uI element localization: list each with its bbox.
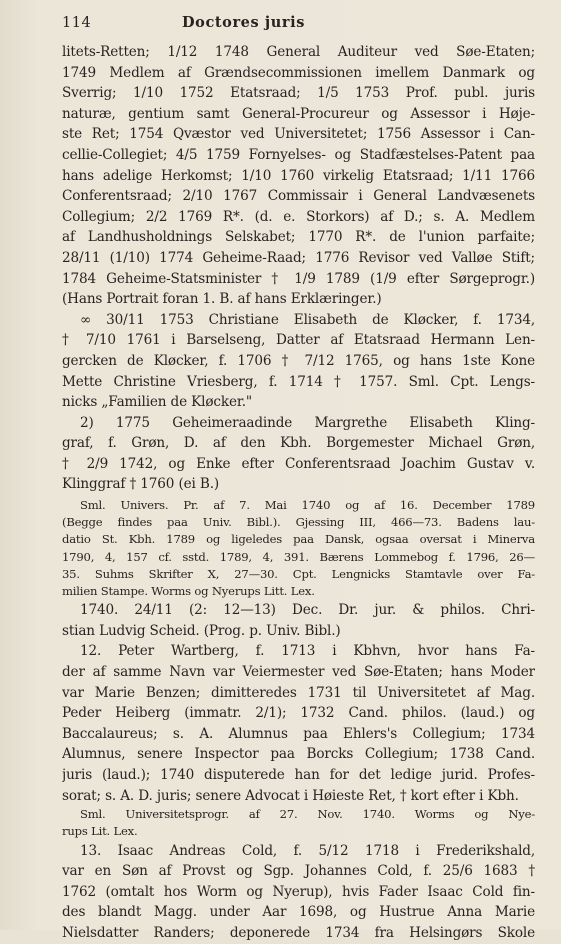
entry-continuation xyxy=(62,42,535,495)
text-line: Peder Heiberg (immatr. 2/1); 1732 Cand. philos. (laud.) og xyxy=(62,705,535,722)
text-line: var Marie Benzen; dimitteredes 1731 til Universitetet af Mag. xyxy=(62,684,535,701)
source-line: rups Lit. Lex. xyxy=(62,824,138,839)
entry-heading-line: 12. Peter Wartberg, f. 1713 i Kbhvn, hvor hans Fa- xyxy=(80,643,535,660)
text-line: stian Ludvig Scheid. (Prog. p. Univ. Bibl.) xyxy=(62,622,341,639)
page-header xyxy=(62,14,535,42)
text-line: Sverrig; 1/10 1752 Etatsraad; 1/5 1753 Prof. publ. juris xyxy=(62,85,535,102)
source-line: Sml. Universitetsprogr. af 27. Nov. 1740. Worms og Nye- xyxy=(80,807,535,822)
sources-block xyxy=(62,497,535,600)
text-line: 1762 (omtalt hos Worm og Nyerup), hvis Fader Isaac Cold fin- xyxy=(62,883,535,900)
text-line: gercken de Kløcker, f. 1706 † 7/12 1765, og hans 1ste Kone xyxy=(62,352,535,369)
text-line: var en Søn af Provst og Sgp. Johannes Cold, f. 25/6 1683 † xyxy=(62,863,535,880)
text-line: Nielsdatter Randers; deponerede 1734 fra Helsingørs Skole xyxy=(62,925,535,941)
source-line: datio St. Kbh. 1789 og ligeledes paa Dansk, ogsaa oversat i Minerva xyxy=(62,532,535,547)
text-line: af Landhusholdnings Selskabet; 1770 R*. de l'union parfaite; xyxy=(62,229,535,246)
source-line: 35. Suhms Skrifter X, 27—30. Cpt. Lengnicks Stamtavle over Fa- xyxy=(62,566,535,581)
text-line: Alumnus, senere Inspector paa Borcks Collegium; 1738 Cand. xyxy=(62,746,535,763)
entry-13 xyxy=(62,841,535,944)
source-line: (Begge findes paa Univ. Bibl.). Gjessing III, 466—73. Badens lau- xyxy=(62,515,535,530)
text-line: des blandt Magg. under Aar 1698, og Hustrue Anna Marie xyxy=(62,904,535,921)
sources-block xyxy=(62,806,535,840)
text-line: naturæ, gentium samt General-Procureur og Assessor i Høje- xyxy=(62,105,535,122)
text-line: † 7/10 1761 i Barselseng, Datter af Etatsraad Hermann Len- xyxy=(62,332,535,349)
text-line: sorat; s. A. D. juris; senere Advocat i Høieste Ret, † kort efter i Kbh. xyxy=(62,787,519,804)
entry-12 xyxy=(62,641,535,806)
text-line: 2) 1775 Geheimeraadinde Margrethe Elisabeth Kling- xyxy=(80,414,535,431)
text-line: Conferentsraad; 2/10 1767 Commissair i General Landvæsenets xyxy=(62,188,535,205)
text-line: nicks „Familien de Kløcker." xyxy=(62,394,252,411)
text-line: graf, f. Grøn, D. af den Kbh. Borgemester Michael Grøn, xyxy=(62,435,535,452)
text-line: (Hans Portrait foran 1. B. af hans Erklæringer.) xyxy=(62,291,382,308)
text-line: 28/11 (1/10) 1774 Geheime-Raad; 1776 Revisor ved Valløe Stift; xyxy=(62,249,535,266)
entry-1740 xyxy=(62,600,535,641)
source-line: 1790, 4, 157 cf. sstd. 1789, 4, 391. Bærens Lommebog f. 1796, 26— xyxy=(62,549,535,564)
source-line: milien Stampe. Worms og Nyerups Litt. Lex. xyxy=(62,584,315,599)
main-text xyxy=(62,42,535,944)
text-line: Baccalaureus; s. A. Alumnus paa Ehlers's Collegium; 1734 xyxy=(62,725,535,742)
text-line: † 2/9 1742, og Enke efter Conferentsraad Joachim Gustav v. xyxy=(62,455,535,472)
text-line: 1749 Medlem af Grændsecommissionen imellem Danmark og xyxy=(62,64,535,81)
text-line: ∞ 30/11 1753 Christiane Elisabeth de Kløcker, f. 1734, xyxy=(80,311,535,328)
entry-heading-line: 1740. 24/11 (2: 12—13) Dec. Dr. jur. & philos. Chri- xyxy=(80,602,535,619)
text-line: juris (laud.); 1740 disputerede han for det ledige jurid. Profes- xyxy=(62,767,535,784)
text-line: Klinggraf † 1760 (ei B.) xyxy=(62,476,220,493)
text-line: Collegium; 2/2 1769 R*. (d. e. Storkors) af D.; s. A. Medlem xyxy=(62,208,535,225)
text-line: 1784 Geheime-Statsminister † 1/9 1789 (1/9 efter Sørgeprogr.) xyxy=(62,270,535,287)
text-line: hans adelige Herkomst; 1/10 1760 virkelig Etatsraad; 1/11 1766 xyxy=(62,167,535,184)
source-line: Sml. Univers. Pr. af 7. Mai 1740 og af 16. December 1789 xyxy=(80,498,535,513)
page-number: 114 xyxy=(62,15,92,31)
text-line: litets-Retten; 1/12 1748 General Auditeur ved Søe-Etaten; xyxy=(62,44,535,60)
text-line: der af samme Navn var Veiermester ved Søe-Etaten; hans Moder xyxy=(62,664,535,681)
running-title: Doctores juris xyxy=(182,14,306,31)
text-line: ste Ret; 1754 Qvæstor ved Universitetet; 1756 Assessor i Can- xyxy=(62,126,535,143)
text-line: Mette Christine Vriesberg, f. 1714 † 1757. Sml. Cpt. Lengs- xyxy=(62,373,535,390)
entry-heading-line: 13. Isaac Andreas Cold, f. 5/12 1718 i Frederikshald, xyxy=(80,842,535,859)
text-line: cellie-Collegiet; 4/5 1759 Fornyelses- og Stadfæstelses-Patent paa xyxy=(62,146,535,163)
